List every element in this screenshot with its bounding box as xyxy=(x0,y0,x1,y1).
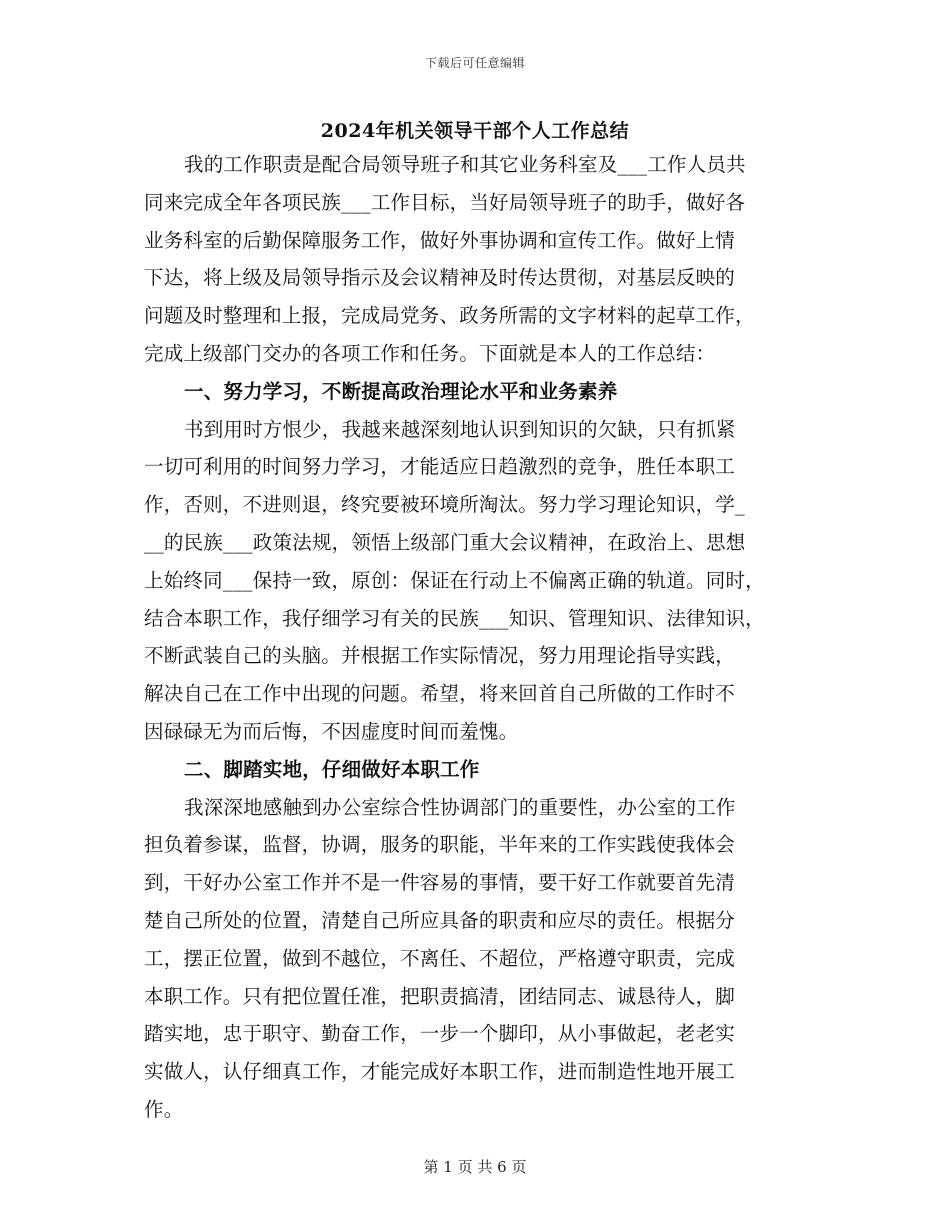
body-text-line: 作。 xyxy=(144,1097,184,1121)
section-heading: 一、努力学习，不断提高政治理论水平和业务素养 xyxy=(184,379,618,403)
document-body xyxy=(144,146,814,1129)
body-text-line: 书到用时方恨少，我越来越深刻地认识到知识的欠缺，只有抓紧 xyxy=(184,417,736,441)
body-text-line: 不断武装自己的头脑。并根据工作实际情况，努力用理论指导实践， xyxy=(144,644,736,668)
body-text-line: 实做人，认仔细真工作，才能完成好本职工作，进而制造性地开展工 xyxy=(144,1060,736,1084)
body-text-line: 踏实地，忠于职守、勤奋工作，一步一个脚印，从小事做起，老老实 xyxy=(144,1022,736,1046)
body-text-line: 解决自己在工作中出现的问题。希望，将来回首自己所做的工作时不 xyxy=(144,682,736,706)
section-heading: 二、脚踏实地，仔细做好本职工作 xyxy=(184,757,480,781)
body-text-line: 同来完成全年各项民族___工作目标，当好局领导班子的助手，做好各 xyxy=(144,190,746,214)
body-text-line: 工，摆正位置，做到不越位，不离任、不超位，严格遵守职责，完成 xyxy=(144,946,736,970)
body-text-line: 一切可利用的时间努力学习，才能适应日趋激烈的竞争，胜任本职工 xyxy=(144,455,736,479)
body-text-line: 下达，将上级及局领导指示及会议精神及时传达贯彻，对基层反映的 xyxy=(144,266,736,290)
body-text-line: 完成上级部门交办的各项工作和任务。下面就是本人的工作总结： xyxy=(144,341,716,365)
body-text-line: 问题及时整理和上报，完成局党务、政务所需的文字材料的起草工作， xyxy=(144,304,755,328)
body-text-line: 楚自己所处的位置，清楚自己所应具备的职责和应尽的责任。根据分 xyxy=(144,908,736,932)
body-text-line: __的民族___政策法规，领悟上级部门重大会议精神，在政治上、思想 xyxy=(144,530,746,554)
body-text-line: 因碌碌无为而后悔，不因虚度时间而羞愧。 xyxy=(144,719,519,743)
body-text-line: 我深深地感触到办公室综合性协调部门的重要性，办公室的工作 xyxy=(184,795,736,819)
page-header: 下载后可任意编辑 xyxy=(424,56,525,70)
body-text-line: 到，干好办公室工作并不是一件容易的事情，要干好工作就要首先清 xyxy=(144,871,736,895)
body-text-line: 担负着参谋，监督，协调，服务的职能，半年来的工作实践使我体会 xyxy=(144,833,736,857)
body-text-line: 结合本职工作，我仔细学习有关的民族___知识、管理知识、法律知识， xyxy=(144,606,765,630)
page-number: 第 1 页 共 6 页 xyxy=(423,1158,527,1176)
body-text-line: 作，否则，不进则退，终究要被环境所淘汰。努力学习理论知识，学_ xyxy=(144,493,745,517)
body-text-line: 业务科室的后勤保障服务工作，做好外事协调和宣传工作。做好上情 xyxy=(144,228,736,252)
body-text-line: 上始终同___保持一致，原创：保证在行动上不偏离正确的轨道。同时， xyxy=(144,568,765,592)
body-text-line: 我的工作职责是配合局领导班子和其它业务科室及___工作人员共 xyxy=(184,153,746,176)
document-title: 2024年机关领导干部个人工作总结 xyxy=(320,120,630,142)
body-text-line: 本职工作。只有把位置任准，把职责搞清，团结同志、诚恳待人，脚 xyxy=(144,984,736,1008)
